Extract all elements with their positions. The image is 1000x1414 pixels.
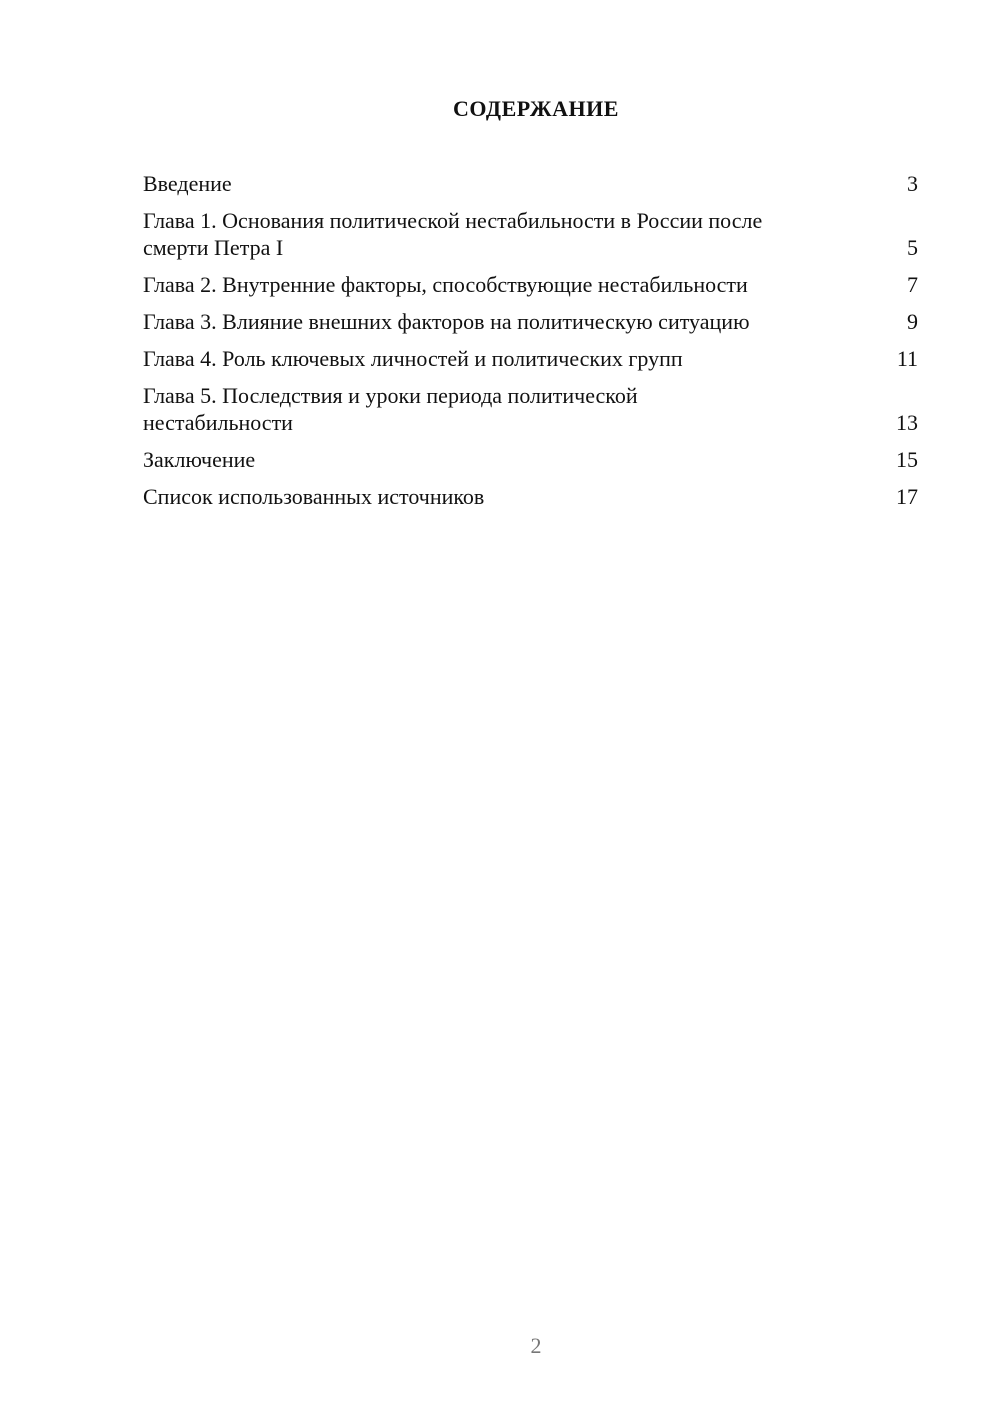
toc-entry-title: Глава 3. Влияние внешних факторов на политическую ситуацию bbox=[143, 309, 750, 334]
toc-entry-page: 7 bbox=[907, 272, 918, 297]
toc-entry-title: Глава 5. Последствия и уроки периода политической нестабильности bbox=[143, 383, 638, 435]
toc-entry-introduction bbox=[143, 170, 918, 197]
toc-entry-chapter-3 bbox=[143, 308, 918, 335]
toc-entry-page: 5 bbox=[907, 235, 918, 260]
toc-entry-title: Заключение bbox=[143, 447, 256, 472]
toc-entry-title: Введение bbox=[143, 171, 232, 196]
toc-entry-page: 17 bbox=[896, 484, 918, 509]
toc-entry-page: 13 bbox=[896, 410, 918, 435]
toc-entry-title: Глава 4. Роль ключевых личностей и политических групп bbox=[143, 346, 683, 371]
table-of-contents bbox=[143, 170, 918, 520]
toc-entry-chapter-4 bbox=[143, 345, 918, 372]
toc-entry-page: 15 bbox=[896, 447, 918, 472]
toc-entry-chapter-1 bbox=[143, 207, 918, 261]
page-number: 2 bbox=[530, 1333, 542, 1358]
toc-entry-chapter-5 bbox=[143, 382, 918, 436]
toc-entry-title: Глава 2. Внутренние факторы, способствующие нестабильности bbox=[143, 272, 748, 297]
toc-entry-conclusion bbox=[143, 446, 918, 473]
page-title: СОДЕРЖАНИЕ bbox=[453, 96, 619, 121]
toc-entry-title: Глава 1. Основания политической нестабильности в России после смерти Петра I bbox=[143, 208, 763, 260]
toc-entry-title: Список использованных источников bbox=[143, 484, 485, 509]
toc-entry-chapter-2 bbox=[143, 271, 918, 298]
toc-entry-references bbox=[143, 483, 918, 510]
toc-entry-page: 3 bbox=[907, 171, 918, 196]
toc-entry-page: 9 bbox=[907, 309, 918, 334]
toc-entry-page: 11 bbox=[896, 346, 918, 371]
